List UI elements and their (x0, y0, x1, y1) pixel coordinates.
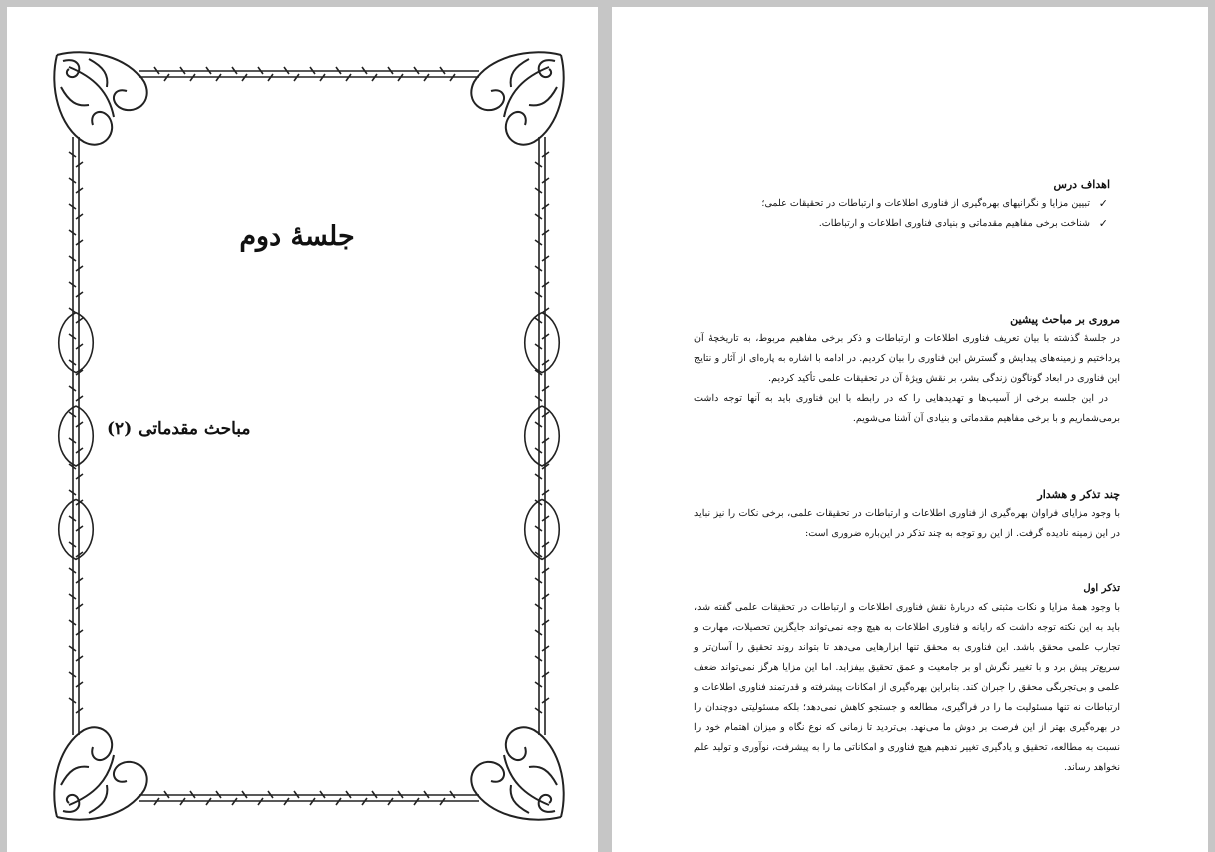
border-thorn (535, 516, 549, 531)
warnings-section (694, 486, 1120, 544)
border-thorn (535, 334, 549, 349)
corner-scroll (471, 52, 563, 144)
border-thorn (310, 791, 325, 805)
checkmark-icon: ✓ (1098, 197, 1108, 210)
border-thorn (310, 67, 325, 81)
border-thorn (535, 542, 549, 557)
border-thorn (362, 791, 377, 805)
session-subtitle (107, 419, 307, 439)
border-thorn (284, 791, 299, 805)
review-paragraph: در جلسهٔ گذشته با بیان تعریف فناوری اطلاعات و ارتباطات و ذکر برخی مفاهیم مربوط، به تاریخچهٔ آن پرداختیم و زمینه‌های پیدایش و گسترش این فناوری را بیان کردیم. در ادامه با اشاره به پاره‌ای از آثار و نتایج این فناوری در ابعاد گوناگون زندگی بشر، بر نقش ویژهٔ آن در تحقیقات علمی تأکید کردیم. (694, 333, 1120, 384)
warnings-paragraph: با وجود مزایای فراوان بهره‌گیری از فناوری اطلاعات و ارتباطات در تحقیقات علمی، برخی نکات را نیز نباید در این زمینه نادیده گرفت. از این رو توجه به چند تذکر در این‌باره ضروری است: (694, 508, 1120, 539)
objective-text: شناخت برخی مفاهیم مقدماتی و بنیادی فناوری اطلاعات و ارتباطات. (818, 218, 1090, 229)
side-medallion (525, 313, 560, 373)
objective-item (694, 194, 1120, 214)
border-thorn (69, 386, 83, 401)
border-thorn (440, 791, 455, 805)
review-paragraph: در این جلسه برخی از آسیب‌ها و تهدیدهایی را که در رابطه با این فناوری باید به آنها توجه داشت برمی‌شماریم و با برخی مفاهیم مقدماتی و بنیادی آن آشنا می‌شویم. (694, 393, 1120, 424)
corner-scroll-stroke (61, 59, 107, 105)
border-thorn (535, 698, 549, 713)
left-page (7, 7, 598, 852)
first-note-paragraph: با وجود همهٔ مزایا و نکات مثبتی که دربارهٔ نقش فناوری اطلاعات و ارتباطات در تحقیقات علمی گفته شد، باید به این نکته توجه داشت که رایانه و فناوری اطلاعات به هیچ وجه نمی‌تواند جایگزین تحصیلات، مهارت و تجارب علمی محقق باشد. این فناوری به محقق تنها ابزارهایی می‌دهد تا بتواند روند تحقیق را آسان‌تر و سریع‌تر پیش برد و با تغییر نگرش او بر جامعیت و عمق تحقیق بیفزاید. اما این مزایا هرگز نمی‌تواند ضعف علمی و بی‌تجربگی محقق را جبران کند. بنابراین بهره‌گیری از امکانات پیشرفته و قدرتمند فناوری اطلاعات و ارتباطات نه تنها مسئولیت ما را در فراگیری، مطالعه و جستجو کاهش نمی‌دهد؛ بلکه مسئولیتی دوچندان را در بهره‌گیری بهتر از این فرصت بر دوش ما می‌نهد. بی‌تردید تا زمانی که نوع نگاه و میزان اهتمام خود را نسبت به مطالعه، تحقیق و یادگیری تغییر ندهیم هیچ فناوری و امکاناتی ما را به پیشرفت، نوآوری و تولید علم نخواهد رساند. (694, 602, 1120, 773)
objectives-heading: اهداف درس (1053, 178, 1110, 191)
border-thorn (336, 791, 351, 805)
border-thorn (535, 646, 549, 661)
checkmark-icon: ✓ (1098, 217, 1108, 230)
border-thorn (535, 568, 549, 583)
review-section (694, 311, 1120, 429)
border-thorn (69, 412, 83, 427)
border-thorn (362, 67, 377, 81)
session-subtitle-text: مباحث مقدماتی (۲) (107, 419, 251, 439)
side-medallion (525, 406, 560, 466)
border-thorn (535, 230, 549, 245)
border-thorn (154, 67, 169, 81)
border-thorn (232, 67, 247, 81)
corner-scroll-stroke (69, 67, 114, 117)
review-heading: مروری بر مباحث پیشین (1010, 313, 1120, 326)
border-thorn (535, 594, 549, 609)
border-thorn (206, 791, 221, 805)
border-thorn (388, 67, 403, 81)
border-thorn (69, 334, 83, 349)
border-thorn (69, 152, 83, 167)
border-thorn (69, 594, 83, 609)
corner-scroll-stroke (54, 727, 112, 817)
border-thorn (336, 67, 351, 81)
corner-scroll-stroke (504, 755, 549, 805)
border-thorn (180, 67, 195, 81)
border-thorn (69, 698, 83, 713)
side-medallion (59, 499, 94, 559)
border-thorn (414, 67, 429, 81)
side-medallion (59, 406, 94, 466)
border-thorn (440, 67, 455, 81)
border-thorn (535, 620, 549, 635)
border-thorn (69, 672, 83, 687)
border-thorn (284, 67, 299, 81)
border-thorn (535, 178, 549, 193)
corner-scroll-stroke (54, 55, 112, 145)
session-title: جلسهٔ دوم (239, 221, 355, 252)
side-medallion (59, 313, 94, 373)
border-thorn (69, 230, 83, 245)
corner-scroll-stroke (511, 767, 557, 813)
border-thorn (206, 67, 221, 81)
corner-scroll (54, 727, 146, 819)
border-thorn (535, 152, 549, 167)
objective-item (694, 214, 1120, 234)
border-thorn (69, 568, 83, 583)
border-thorn (258, 791, 273, 805)
border-thorn (69, 646, 83, 661)
border-thorn (69, 620, 83, 635)
border-thorn (69, 282, 83, 297)
border-thorn (258, 67, 273, 81)
border-thorn (535, 438, 549, 453)
border-thorn (388, 791, 403, 805)
warnings-heading: چند تذکر و هشدار (1037, 488, 1120, 501)
border-thorn (69, 542, 83, 557)
border-thorn (535, 412, 549, 427)
side-medallion (525, 499, 560, 559)
objective-text: تبیین مزایا و نگرانیهای بهره‌گیری از فناوری اطلاعات و ارتباطات در تحقیقات علمی؛ (761, 198, 1090, 209)
border-thorn (69, 178, 83, 193)
border-thorn (535, 672, 549, 687)
border-thorn (69, 438, 83, 453)
first-note-section (694, 580, 1120, 778)
corner-scroll-stroke (61, 767, 107, 813)
border-thorn (180, 791, 195, 805)
border-thorn (69, 256, 83, 271)
first-note-heading: تذکر اول (1083, 583, 1120, 594)
corner-scroll-stroke (506, 55, 564, 145)
corner-scroll (54, 52, 146, 144)
corner-scroll-stroke (69, 755, 114, 805)
corner-scroll-stroke (506, 727, 564, 817)
corner-scroll (471, 727, 563, 819)
border-thorn (535, 256, 549, 271)
border-thorn (154, 791, 169, 805)
border-thorn (535, 386, 549, 401)
border-thorn (69, 516, 83, 531)
border-thorn (69, 204, 83, 219)
right-page (612, 7, 1208, 852)
border-thorn (535, 204, 549, 219)
corner-scroll-stroke (511, 59, 557, 105)
border-thorn (232, 791, 247, 805)
corner-scroll-stroke (504, 67, 549, 117)
objectives-section (694, 176, 1120, 234)
border-thorn (535, 282, 549, 297)
border-thorn (414, 791, 429, 805)
